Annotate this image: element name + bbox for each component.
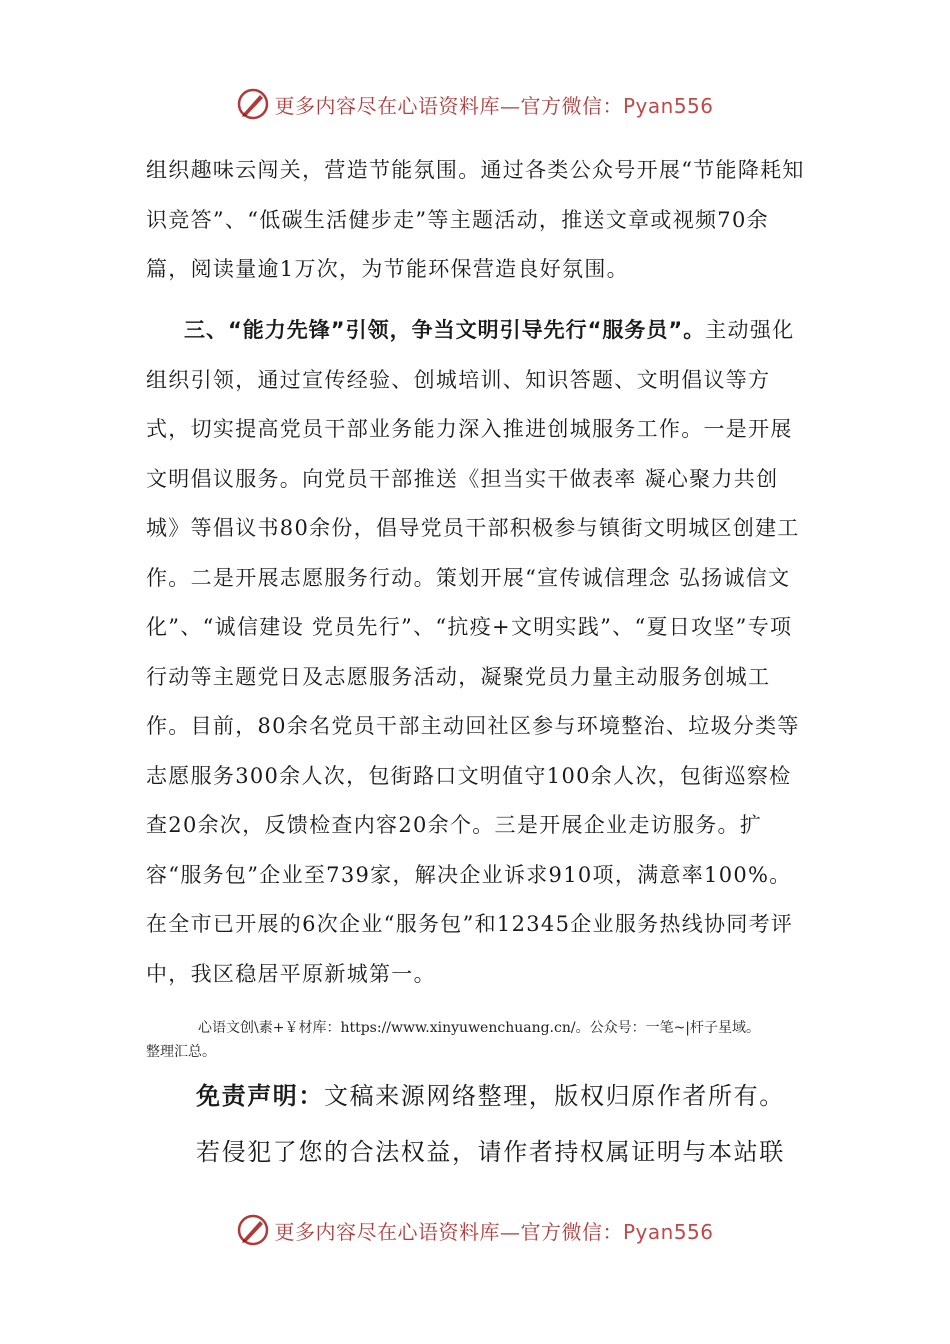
header-banner — [0, 84, 950, 124]
disclaimer-text-1: 文稿来源网络整理，版权归原作者所有。 — [324, 1082, 785, 1110]
source-note — [146, 1016, 836, 1064]
pen-logo-icon — [236, 1213, 270, 1247]
disclaimer-label: 免责声明： — [196, 1082, 324, 1110]
banner-text: 更多内容尽在心语资料库—官方微信： — [274, 93, 623, 118]
source-note-line1: 心语文创\素+￥材库：https://www.xinyuwenchuang.cn/。公众号：一笔~|杆子星域。 — [198, 1020, 761, 1036]
disclaimer-text-2: 若侵犯了您的合法权益，请作者持权属证明与本站联 — [196, 1138, 785, 1166]
paragraph-2-body: 主动强化组织引领，通过宣传经验、创城培训、知识答题、文明倡议等方式，切实提高党员干部业务能力深入推进创城服务工作。一是开展文明倡议服务。向党员干部推送《担当实干做表率 凝心聚力共创城》等倡议书80余份，倡导党员干部积极参与镇街文明城区创建工作。二是开展志愿服务行动。策划开展“宣传诚信理念 弘扬诚信文化”、“诚信建设 党员先行”、“抗疫+文明实践”、“夏日攻坚”专项行动等主题党日及志愿服务活动，凝聚党员力量主动服务创城工作。目前，80余名党员干部主动回社区参与环境整治、垃圾分类等志愿服务300余人次，包街路口文明值守100余人次，包街巡察检查20余次，反馈检查内容20余个。三是开展企业走访服务。扩容“服务包”企业至739家，解决企业诉求910项，满意率100%。在全市已开展的6次企业“服务包”和12345企业服务热线协同考评中，我区稳居平原新城第一。 — [146, 318, 800, 986]
paragraph-2 — [146, 306, 806, 999]
pen-logo-icon — [236, 87, 270, 121]
banner-wechat-id: Pyan556 — [622, 93, 714, 118]
section-heading: 三、“能力先锋”引领，争当文明引导先行“服务员”。 — [184, 318, 706, 342]
paragraph-1: 组织趣味云闯关，营造节能氛围。通过各类公众号开展“节能降耗知识竞答”、“低碳生活健步走”等主题活动，推送文章或视频70余篇，阅读量逾1万次，为节能环保营造良好氛围。 — [146, 158, 805, 281]
banner-wechat-id: Pyan556 — [622, 1219, 714, 1244]
footer-banner — [0, 1210, 950, 1250]
source-note-line2: 整理汇总。 — [146, 1044, 216, 1060]
banner-text: 更多内容尽在心语资料库—官方微信： — [274, 1219, 623, 1244]
disclaimer — [196, 1068, 836, 1180]
